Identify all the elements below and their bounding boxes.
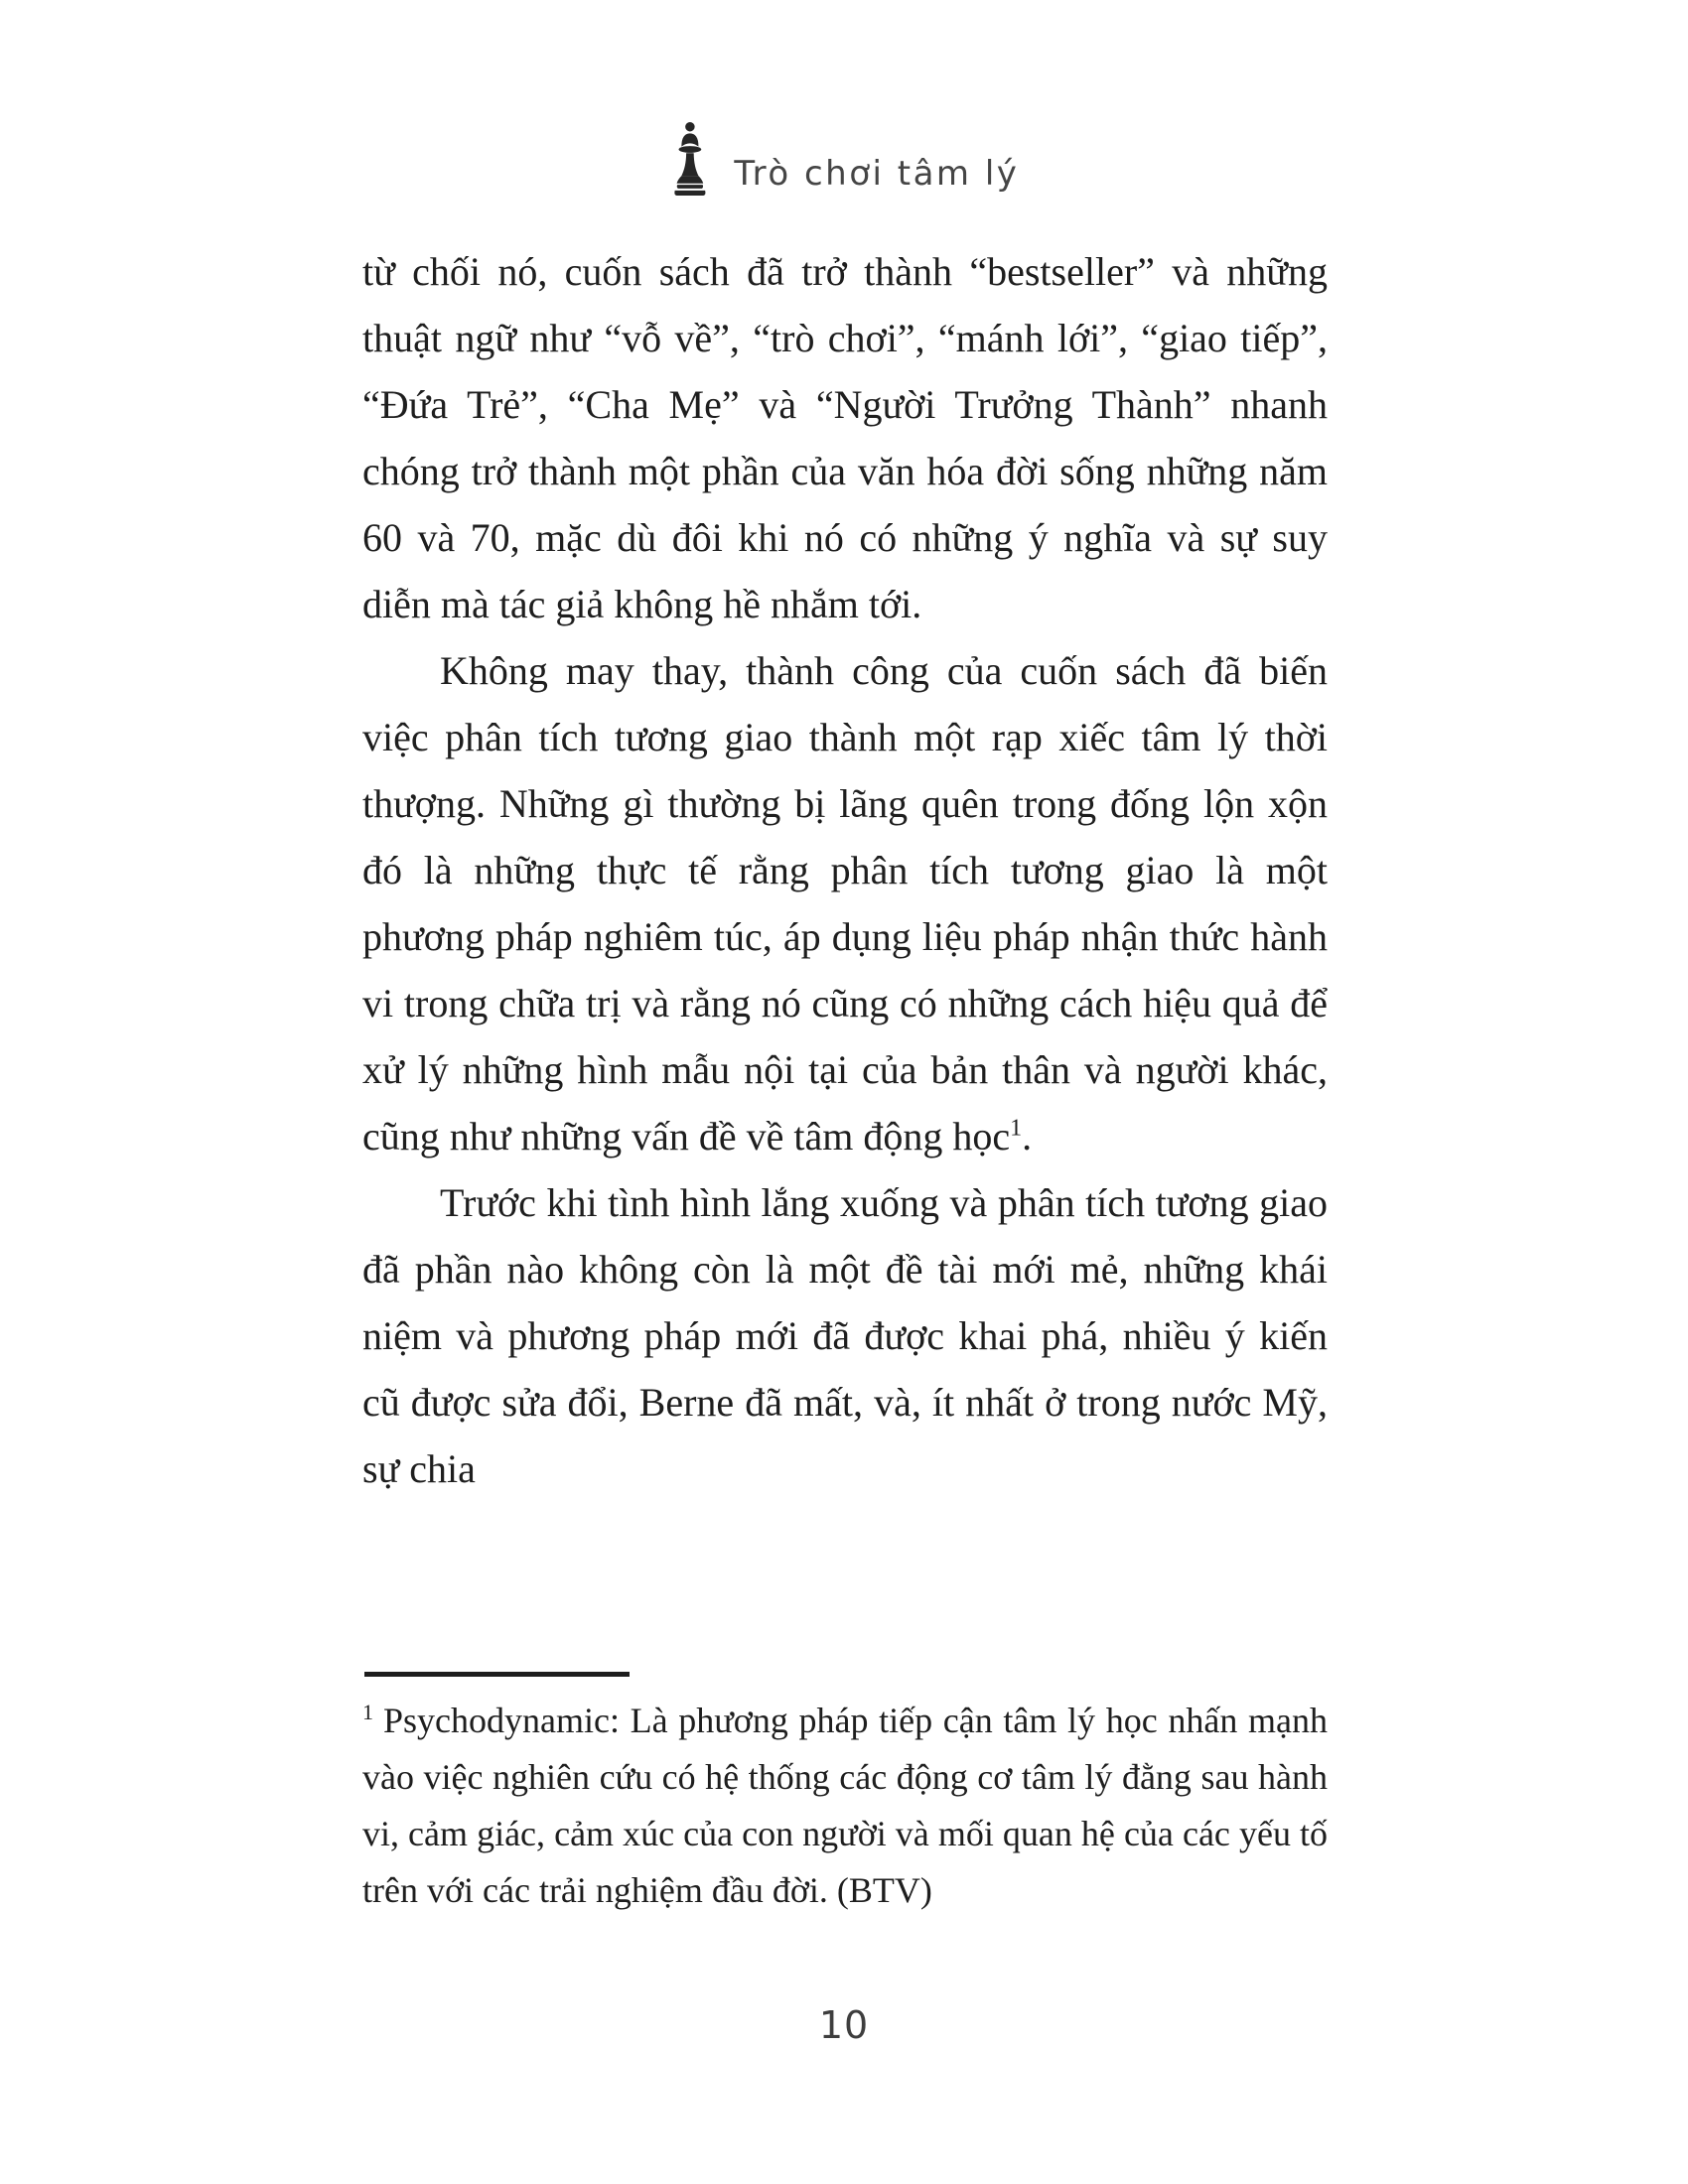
footnote-separator [364, 1672, 630, 1677]
footnote [362, 1693, 1328, 1919]
book-title: Trò chơi tâm lý [734, 154, 1020, 194]
paragraph-2-text: Không may thay, thành công của cuốn sách đã biến việc phân tích tương giao thành một rạp xiếc tâm lý thời thượng. Những gì thường bị lãng quên trong đống lộn xộn đó là những thực tế rằng phân tích tương giao là một phương pháp nghiêm túc, áp dụng liệu pháp nhận thức hành vi trong chữa trị và rằng nó cũng có những cách hiệu quả để xử lý những hình mẫu nội tại của bản thân và người khác, cũng như những vấn đề về tâm động học [362, 648, 1328, 1159]
paragraph-3-text: Trước khi tình hình lắng xuống và phân tích tương giao đã phần nào không còn là một đề tài mới mẻ, những khái niệm và phương pháp mới đã được khai phá, nhiều ý kiến cũ được sửa đổi, Berne đã mất, và, ít nhất ở trong nước Mỹ, sự chia [362, 1180, 1328, 1491]
chess-piece-icon [669, 121, 711, 197]
page-number: 10 [818, 2003, 870, 2047]
paragraph-3 [362, 1169, 1328, 1502]
footnote-text: Psychodynamic: Là phương pháp tiếp cận tâm lý học nhấn mạnh vào việc nghiên cứu có hệ thống các động cơ tâm lý đằng sau hành vi, cảm giác, cảm xúc của con người và mối quan hệ của các yếu tố trên với các trải nghiệm đầu đời. (BTV) [362, 1701, 1328, 1910]
footnote-area [362, 1672, 1328, 1919]
paragraph-2 [362, 637, 1328, 1169]
footnote-reference: 1 [1010, 1115, 1023, 1142]
paragraph-1-text: từ chối nó, cuốn sách đã trở thành “bestseller” và những thuật ngữ như “vỗ về”, “trò chơi”, “mánh lới”, “giao tiếp”, “Đứa Trẻ”, “Cha Mẹ” và “Người Trưởng Thành” nhanh chóng trở thành một phần của văn hóa đời sống những năm 60 và 70, mặc dù đôi khi nó có những ý nghĩa và sự suy diễn mà tác giả không hề nhắm tới. [362, 249, 1328, 626]
footnote-marker: 1 [362, 1700, 373, 1724]
body-text [362, 238, 1328, 1502]
paragraph-1 [362, 238, 1328, 637]
paragraph-2-ending: . [1022, 1114, 1033, 1159]
running-header [0, 119, 1688, 197]
